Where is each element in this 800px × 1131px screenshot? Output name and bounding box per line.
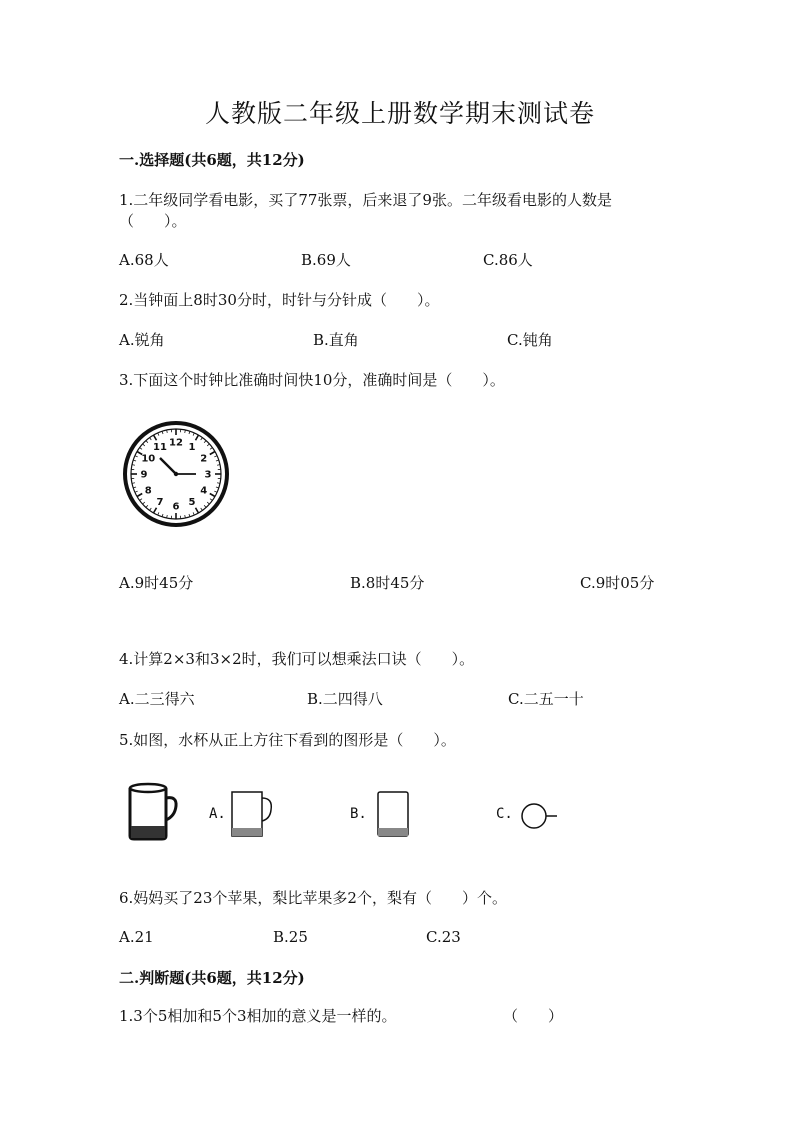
question-3-option-c: C.9时05分 xyxy=(580,574,655,592)
figure-label-c: C. xyxy=(496,806,513,822)
question-2-option-a: A.锐角 xyxy=(119,331,165,349)
question-6-option-c: C.23 xyxy=(426,928,461,946)
clock-number: 4 xyxy=(200,485,208,497)
section-heading-choice: 一.选择题(共6题，共12分) xyxy=(119,151,305,169)
mug-image xyxy=(125,780,181,842)
clock-number: 6 xyxy=(172,501,180,513)
figure-label-b: B. xyxy=(350,806,367,822)
clock-number: 8 xyxy=(144,485,152,497)
question-6-option-b: B.25 xyxy=(273,928,308,946)
question-4-option-b: B.二四得八 xyxy=(307,690,383,708)
question-1-option-b: B.69人 xyxy=(301,251,351,269)
clock-number: 2 xyxy=(200,453,208,465)
question-2-option-b: B.直角 xyxy=(313,331,359,349)
judgment-1-blank: （ ） xyxy=(503,1007,564,1025)
question-3-option-b: B.8时45分 xyxy=(350,574,425,592)
figure-label-a: A. xyxy=(209,806,226,822)
question-3-text: 3.下面这个时钟比准确时间快10分，准确时间是（ ）。 xyxy=(119,371,505,389)
clock-number: 7 xyxy=(156,497,164,509)
question-6-option-a: A.21 xyxy=(119,928,154,946)
question-1-text: 1.二年级同学看电影，买了77张票，后来退了9张。二年级看电影的人数是 xyxy=(119,191,612,209)
clock-number: 9 xyxy=(140,469,148,481)
question-4-option-a: A.二三得六 xyxy=(119,690,195,708)
option-a-side-view-icon xyxy=(228,786,276,840)
question-2-option-c: C.钝角 xyxy=(507,331,553,349)
question-4-text: 4.计算2×3和3×2时，我们可以想乘法口诀（ ）。 xyxy=(119,650,475,668)
clock-number: 10 xyxy=(141,453,156,465)
clock-center xyxy=(174,472,178,476)
question-1-option-c: C.86人 xyxy=(483,251,533,269)
clock-number: 3 xyxy=(204,469,212,481)
clock-number: 12 xyxy=(169,437,183,449)
question-3-option-a: A.9时45分 xyxy=(119,574,194,592)
question-1-option-a: A.68人 xyxy=(119,251,169,269)
question-1-blank: （ ）。 xyxy=(119,212,187,230)
question-2-text: 2.当钟面上8时30分时，时针与分针成（ ）。 xyxy=(119,291,440,309)
question-5-text: 5.如图，水杯从正上方往下看到的图形是（ ）。 xyxy=(119,731,456,749)
option-c-circle-icon xyxy=(518,802,560,830)
question-4-option-c: C.二五一十 xyxy=(508,690,584,708)
judgment-1-text: 1.3个5相加和5个3相加的意义是一样的。 xyxy=(119,1007,397,1025)
question-6-text: 6.妈妈买了23个苹果，梨比苹果多2个，梨有（ ）个。 xyxy=(119,889,507,907)
clock-number: 11 xyxy=(153,441,167,453)
clock-number: 1 xyxy=(188,441,196,453)
section-heading-judgment: 二.判断题(共6题，共12分) xyxy=(119,969,305,987)
option-b-cylinder-icon xyxy=(374,786,412,840)
clock-number: 5 xyxy=(188,497,196,509)
page-title: 人教版二年级上册数学期末测试卷 xyxy=(204,99,595,128)
clock-image xyxy=(122,420,230,528)
